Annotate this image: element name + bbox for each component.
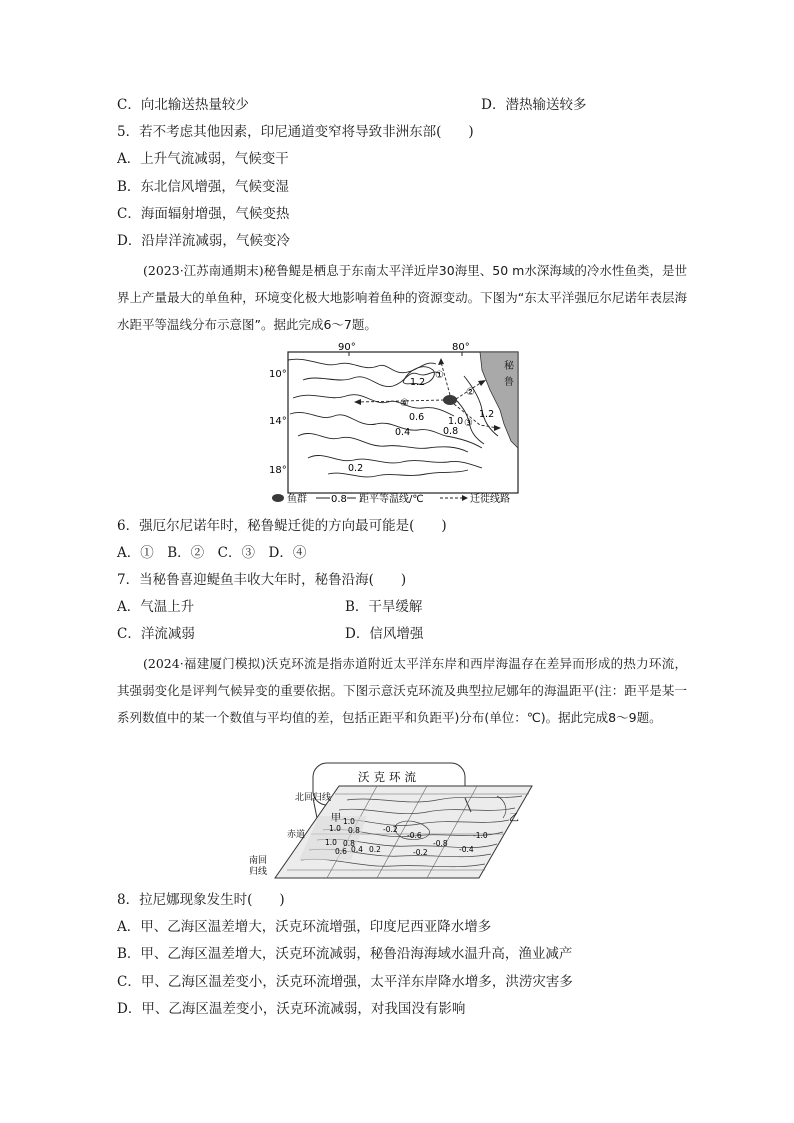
- q7-option-c: C．洋流减弱: [117, 626, 195, 642]
- zone-jia: 甲: [331, 813, 341, 824]
- isotherm-label: 1.0: [448, 416, 464, 427]
- passage-8-9: [117, 650, 687, 731]
- route-label-1: ①: [435, 370, 444, 381]
- isotherm-label: 1.2: [410, 377, 426, 388]
- passage-6-7: [117, 257, 687, 338]
- route-label-4: ④: [400, 398, 409, 409]
- lat-label-10: 10°: [269, 369, 287, 380]
- q7-stem: 7．当秘鲁喜迎鳀鱼丰收大年时，秘鲁沿海( ): [117, 572, 407, 588]
- value-label: 1.0: [329, 824, 341, 833]
- q7-option-d: D．信风增强: [345, 626, 424, 642]
- tropic-capricorn-label-2: 归线: [249, 867, 268, 877]
- value-label: -0.4: [459, 845, 474, 854]
- value-label: -0.2: [413, 848, 428, 857]
- passage-source: (2024·福建厦门模拟): [143, 656, 266, 671]
- passage-text: 沃克环流是指赤道附近太平洋东岸和西岸海温存在差异而形成的热力环流，其强弱变化是评判气候异变的重要依据。下图示意沃克环流及典型拉尼娜年的海温距平(注：距平是某一系列数值中的某一个数值与平均值的差，包括正距平和负距平)分布(单位：℃)。据此完成8～9题。: [117, 656, 687, 725]
- tropic-capricorn-label-1: 南回: [249, 856, 268, 866]
- country-label-1: 秘: [504, 361, 514, 372]
- q5-stem: 5．若不考虑其他因素，印尼通道变窄将导致非洲东部( ): [117, 124, 474, 140]
- value-label: -1.0: [473, 831, 488, 840]
- lat-label-18: 18°: [269, 465, 287, 476]
- q7-option-b: B．干旱缓解: [345, 599, 423, 615]
- map1-legend: [272, 492, 510, 505]
- q6-stem: 6．强厄尔尼诺年时，秘鲁鳀迁徙的方向最可能是( ): [117, 518, 447, 534]
- equator-label: 赤道: [287, 830, 306, 840]
- q6-options: A．① B．② C．③ D．④: [117, 545, 307, 561]
- lat-label-14: 14°: [269, 416, 287, 427]
- isotherm-label: 0.2: [348, 463, 364, 474]
- q5-option-c: C．海面辐射增强，气候变热: [117, 206, 290, 222]
- value-label: 0.2: [369, 845, 381, 854]
- q7-option-row-2: [117, 625, 424, 643]
- q4-option-d: D．潜热输送较多: [481, 97, 587, 113]
- country-label-2: 鲁: [504, 377, 514, 388]
- isotherm-label: 0.6: [409, 412, 425, 423]
- legend-sample-value: 0.8: [331, 494, 347, 505]
- isotherm-label: 0.8: [443, 426, 459, 437]
- q7-option-a: A．气温上升: [117, 599, 195, 615]
- value-label: -0.2: [383, 825, 398, 834]
- q8-option-b: B．甲、乙海区温差增大，沃克环流减弱，秘鲁沿海海域水温升高，渔业减产: [117, 946, 573, 962]
- value-label: 0.8: [348, 826, 360, 835]
- walker-title: 沃克环流: [358, 770, 420, 784]
- value-label: 1.0: [325, 838, 337, 847]
- passage-source: (2023·江苏南通期末): [143, 263, 264, 278]
- fish-school-marker: [443, 395, 457, 405]
- walker-circulation-diagram: [247, 760, 537, 885]
- legend-route-label: 迁徙线路: [470, 494, 510, 505]
- legend-isotherm-label: 距平等温线/℃: [359, 494, 424, 505]
- value-label: 0.4: [351, 845, 363, 854]
- value-label: 0.8: [343, 839, 355, 848]
- q5-option-d: D．沿岸洋流减弱，气候变冷: [117, 233, 290, 249]
- q5-option-b: B．东北信风增强，气候变湿: [117, 179, 289, 195]
- legend-fish-label: 鱼群: [287, 494, 307, 505]
- value-label: -0.6: [407, 831, 422, 840]
- q5-option-a: A．上升气流减弱，气候变干: [117, 151, 289, 167]
- q8-option-d: D．甲、乙海区温差变小，沃克环流减弱，对我国没有影响: [117, 1001, 466, 1017]
- tropic-cancer-label: 北回归线: [295, 793, 332, 803]
- q8-stem: 8．拉尼娜现象发生时( ): [117, 892, 285, 908]
- q7-option-row-1: [117, 598, 423, 616]
- isotherm-label: 0.4: [395, 427, 411, 438]
- value-label: -0.8: [433, 839, 448, 848]
- value-label: 0.6: [335, 847, 347, 856]
- value-label: 1.0: [343, 817, 355, 826]
- sst-anomaly-map: [268, 340, 530, 508]
- q8-option-a: A．甲、乙海区温差增大，沃克环流增强，印度尼西亚降水增多: [117, 919, 492, 935]
- passage-text: 秘鲁鳀是栖息于东南太平洋近岸30海里、50 m水深海域的冷水性鱼类，是世界上产量最大的单鱼种，环境变化极大地影响着鱼种的资源变动。下图为“东太平洋强厄尔尼诺年表层海水距平等温线分布示意图”。据此完成6～7题。: [117, 263, 687, 332]
- lon-label-90: 90°: [338, 342, 356, 353]
- route-label-3: ③: [464, 418, 473, 429]
- q8-option-c: C．甲、乙海区温差变小，沃克环流增强，太平洋东岸降水增多，洪涝灾害多: [117, 974, 573, 990]
- q4-option-c: C．向北输送热量较少 D．潜热输送较多: [117, 97, 587, 113]
- zone-yi: 乙: [509, 813, 519, 824]
- route-label-2: ②: [466, 387, 475, 398]
- isotherm-label: 1.2: [479, 409, 495, 420]
- legend-fish-icon: [272, 494, 284, 502]
- lon-label-80: 80°: [452, 342, 470, 353]
